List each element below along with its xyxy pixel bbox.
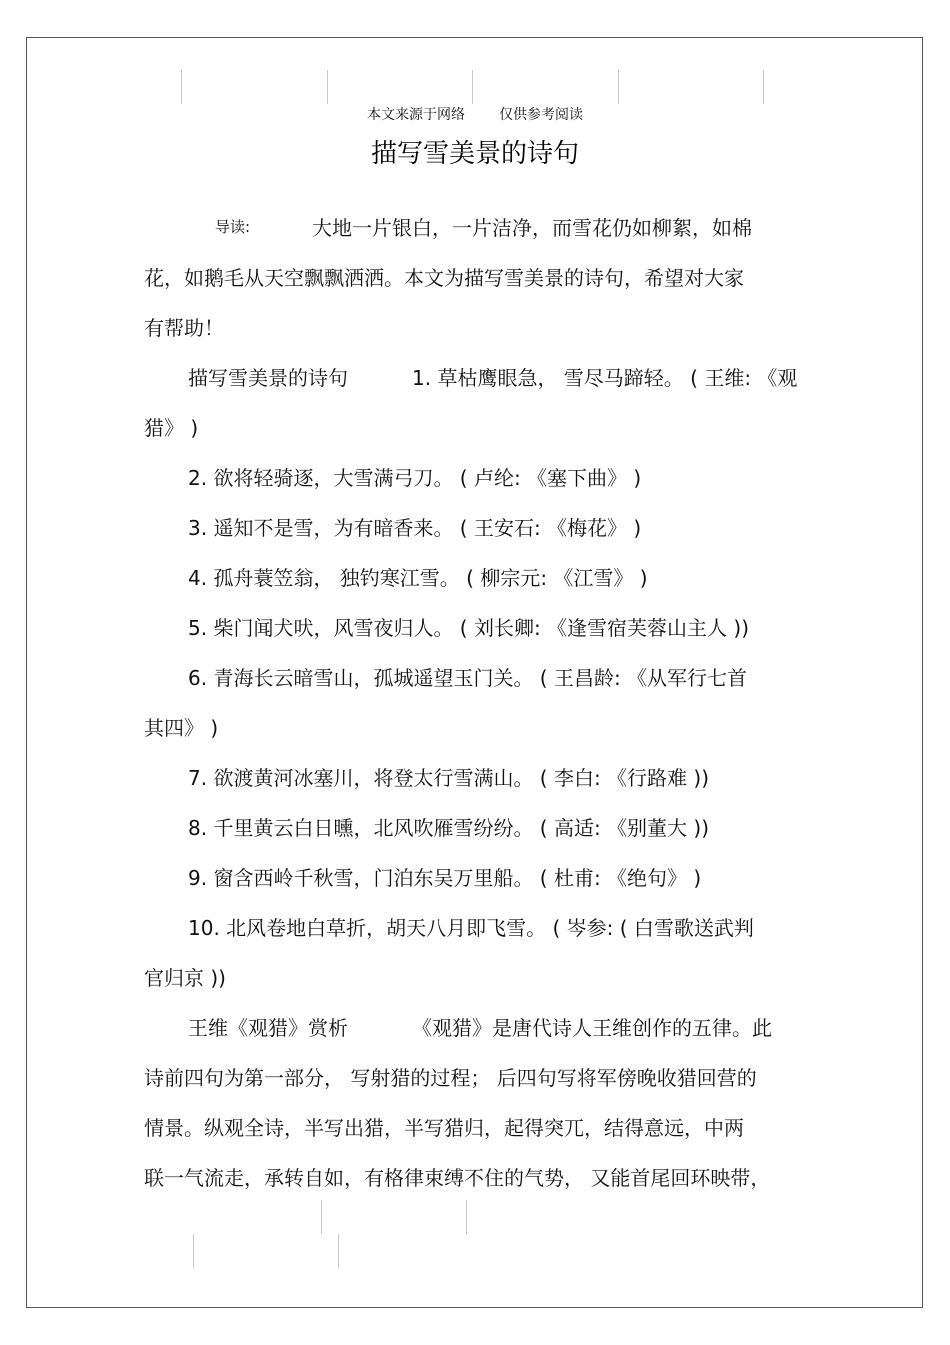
header-tick-mark [181, 70, 182, 104]
footer-tick-mark [466, 1200, 467, 1234]
poem-7: 7. 欲渡黄河冰塞川，将登太行雪满山。 ( 李白: 《行路难 )) [188, 766, 710, 790]
analysis-line-2: 诗前四句为第一部分， 写射猎的过程； 后四句写将军傍晚收猎回营的 [144, 1066, 757, 1090]
poem-1-line-1: 1. 草枯鹰眼急， 雪尽马蹄轻。 ( 王维: 《观 [412, 366, 798, 390]
intro-line-1: 大地一片银白，一片洁净，而雪花仍如柳絮，如棉 [312, 216, 752, 240]
poem-1-line-2: 猎》 ) [144, 416, 199, 440]
header-tick-mark [472, 70, 473, 104]
poem-10-line-2: 官归京 )) [144, 966, 226, 990]
header-tick-mark [327, 70, 328, 104]
poem-6-line-2: 其四》 ) [144, 716, 219, 740]
footer-tick-mark [193, 1234, 194, 1268]
poem-10-line-1: 10. 北风卷地白草折，胡天八月即飞雪。 ( 岑参: ( 白雪歌送武判 [188, 916, 754, 940]
poem-4: 4. 孤舟蓑笠翁， 独钓寒江雪。 ( 柳宗元: 《江雪》 ) [188, 566, 648, 590]
header-tick-mark [618, 70, 619, 104]
poem-9: 9. 窗含西岭千秋雪，门泊东吴万里船。 ( 杜甫: 《绝句》 ) [188, 866, 702, 890]
intro-line-3: 有帮助！ [144, 316, 224, 340]
analysis-line-3: 情景。纵观全诗，半写出猎，半写猎归，起得突兀，结得意远，中两 [144, 1116, 744, 1140]
source-note: 本文来源于网络 [367, 107, 465, 123]
analysis-line-1: 《观猎》是唐代诗人王维创作的五律。此 [412, 1016, 772, 1040]
poem-2: 2. 欲将轻骑逐，大雪满弓刀。 ( 卢纶: 《塞下曲》 ) [188, 466, 642, 490]
footer-tick-mark [321, 1200, 322, 1234]
reference-note: 仅供参考阅读 [499, 107, 583, 123]
header-note [0, 104, 950, 124]
poem-5: 5. 柴门闻犬吠，风雪夜归人。 ( 刘长卿: 《逢雪宿芙蓉山主人 )) [188, 616, 750, 640]
poem-6-line-1: 6. 青海长云暗雪山，孤城遥望玉门关。 ( 王昌龄: 《从军行七首 [188, 666, 748, 690]
analysis-line-4: 联一气流走，承转自如，有格律束缚不住的气势， 又能首尾回环映带， [144, 1166, 771, 1190]
page-title: 描写雪美景的诗句 [370, 139, 579, 169]
footer-tick-mark [338, 1234, 339, 1268]
intro-line-2: 花，如鹅毛从天空飘飘洒洒。本文为描写雪美景的诗句，希望对大家 [144, 266, 744, 290]
header-tick-mark [763, 70, 764, 104]
poem-8: 8. 千里黄云白日曛，北风吹雁雪纷纷。 ( 高适: 《别董大 )) [188, 816, 710, 840]
poem-3: 3. 遥知不是雪，为有暗香来。 ( 王安石: 《梅花》 ) [188, 516, 642, 540]
intro-label: 导读: [215, 218, 251, 236]
section-heading: 描写雪美景的诗句 [188, 366, 348, 390]
analysis-heading: 王维《观猎》赏析 [188, 1016, 348, 1040]
